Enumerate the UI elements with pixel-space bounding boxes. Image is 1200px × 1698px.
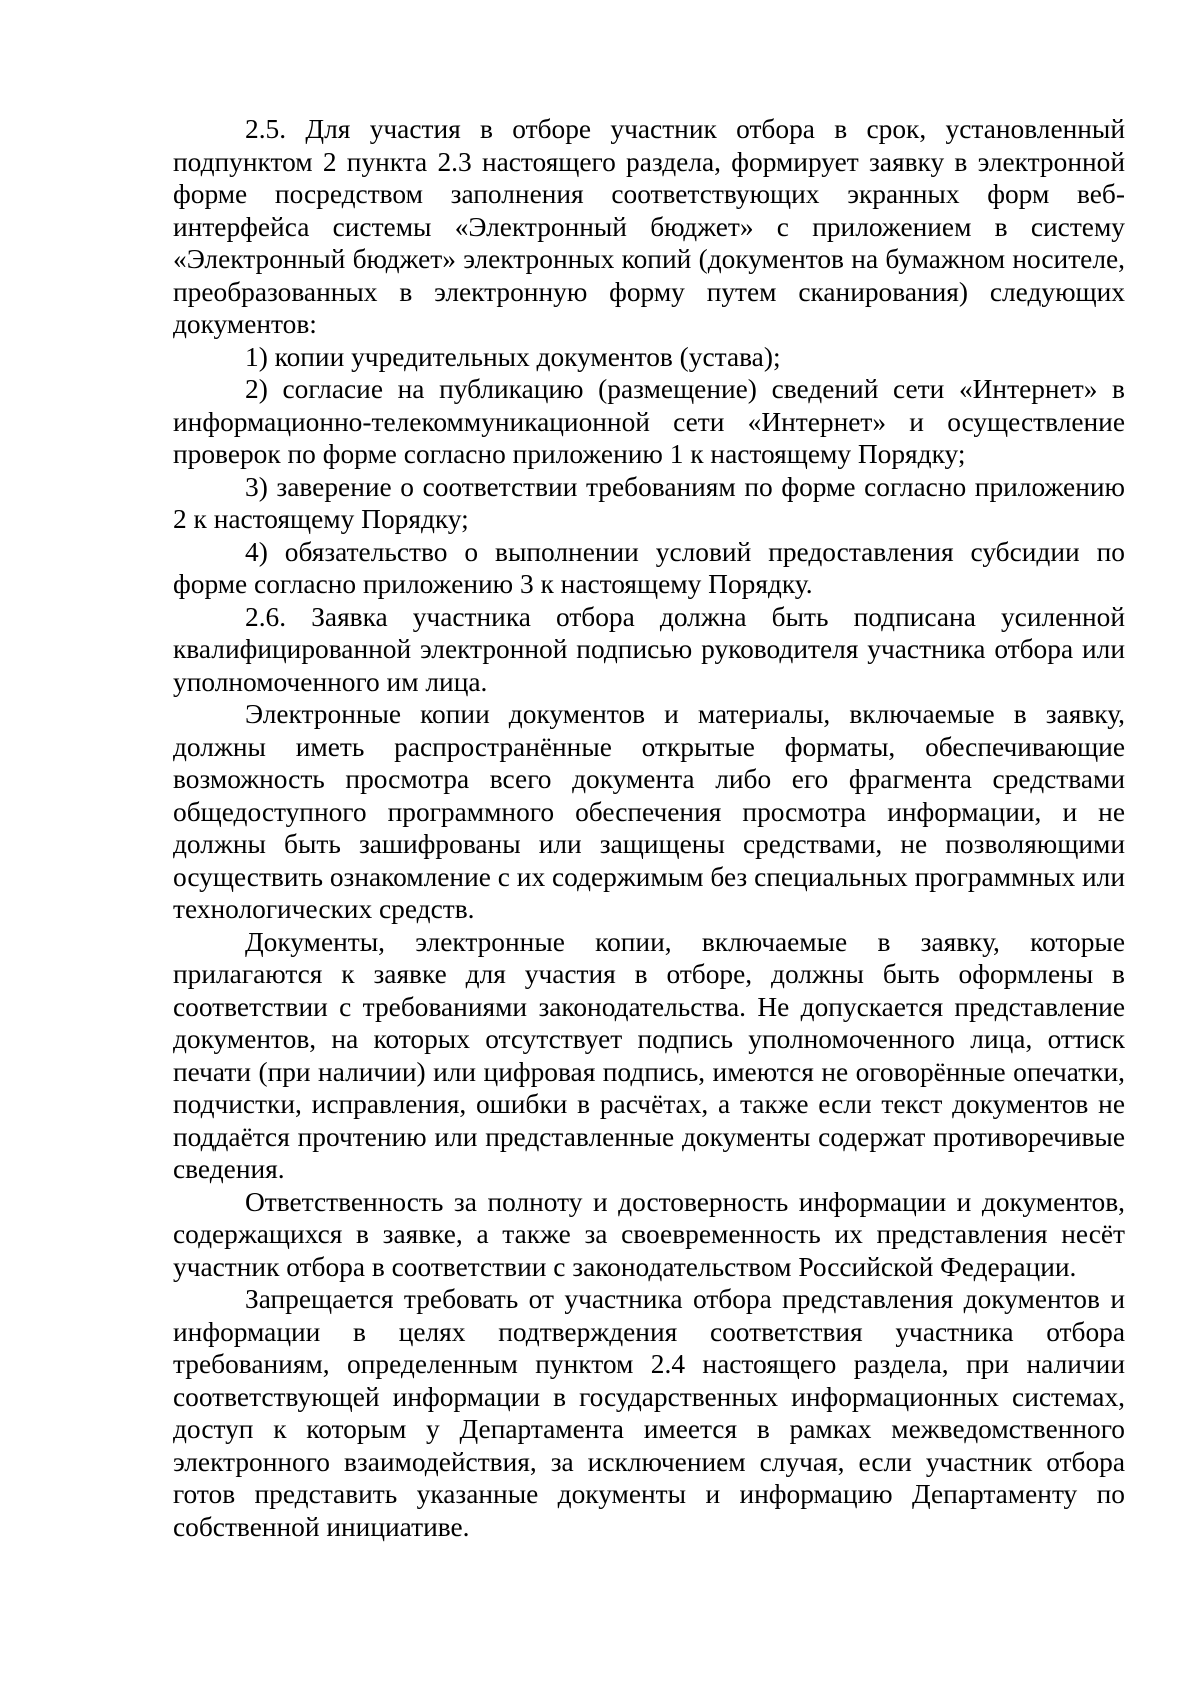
paragraph-electronic-copies: Электронные копии документов и материалы, включаемые в заявку, должны иметь распространённые открытые форматы, обеспечивающие возможность просмотра всего документа либо его фрагмента средствами общедоступного программного обеспечения просмотра информации, и не должны быть зашифрованы или защищены средствами, не позволяющими осуществить ознакомление с их содержимым без специальных программных или технологических средств. — [173, 699, 1125, 924]
paragraph-prohibition: Запрещается требовать от участника отбора представления документов и информации в целях подтверждения соответствия участника отбора требованиям, определенным пунктом 2.4 настоящего раздела, при наличии соответствующей информации в государственных информационных системах, доступ к которым у Департамента имеется в рамках межведомственного электронного взаимодействия, за исключением случая, если участник отбора готов представить указанные документы и информацию Департаменту по собственной инициативе. — [173, 1284, 1125, 1542]
paragraph-2-6: 2.6. Заявка участника отбора должна быть подписана усиленной квалифицированной электронной подписью руководителя участника отбора или уполномоченного им лица. — [173, 601, 1125, 697]
document-page — [173, 113, 1125, 1543]
list-item-4: 4) обязательство о выполнении условий предоставления субсидии по форме согласно приложению 3 к настоящему Порядку. — [173, 536, 1125, 599]
list-item-1: 1) копии учредительных документов (устава); — [245, 341, 781, 372]
paragraph-documents-requirements: Документы, электронные копии, включаемые в заявку, которые прилагаются к заявке для участия в отборе, должны быть оформлены в соответствии с требованиями законодательства. Не допускается представление документов, на которых отсутствует подпись уполномоченного лица, оттиск печати (при наличии) или цифровая подпись, имеются не оговорённые опечатки, подчистки, исправления, ошибки в расчётах, а также если текст документов не поддаётся прочтению или представленные документы содержат противоречивые сведения. — [173, 926, 1125, 1184]
paragraph-2-5: 2.5. Для участия в отборе участник отбора в срок, установленный подпунктом 2 пункта 2.3 настоящего раздела, формирует заявку в электронной форме посредством заполнения соответствующих экранных форм веб-интерфейса системы «Электронный бюджет» с приложением в систему «Электронный бюджет» электронных копий (документов на бумажном носителе, преобразованных в электронную форму путем сканирования) следующих документов: — [173, 114, 1125, 339]
paragraph-responsibility: Ответственность за полноту и достоверность информации и документов, содержащихся в заявке, а также за своевременность их представления несёт участник отбора в соответствии с законодательством Российской Федерации. — [173, 1186, 1125, 1282]
list-item-3: 3) заверение о соответствии требованиям по форме согласно приложению 2 к настоящему Порядку; — [173, 471, 1125, 534]
list-item-2: 2) согласие на публикацию (размещение) сведений сети «Интернет» в информационно-телекоммуникационной сети «Интернет» и осуществление проверок по форме согласно приложению 1 к настоящему Порядку; — [173, 374, 1125, 469]
